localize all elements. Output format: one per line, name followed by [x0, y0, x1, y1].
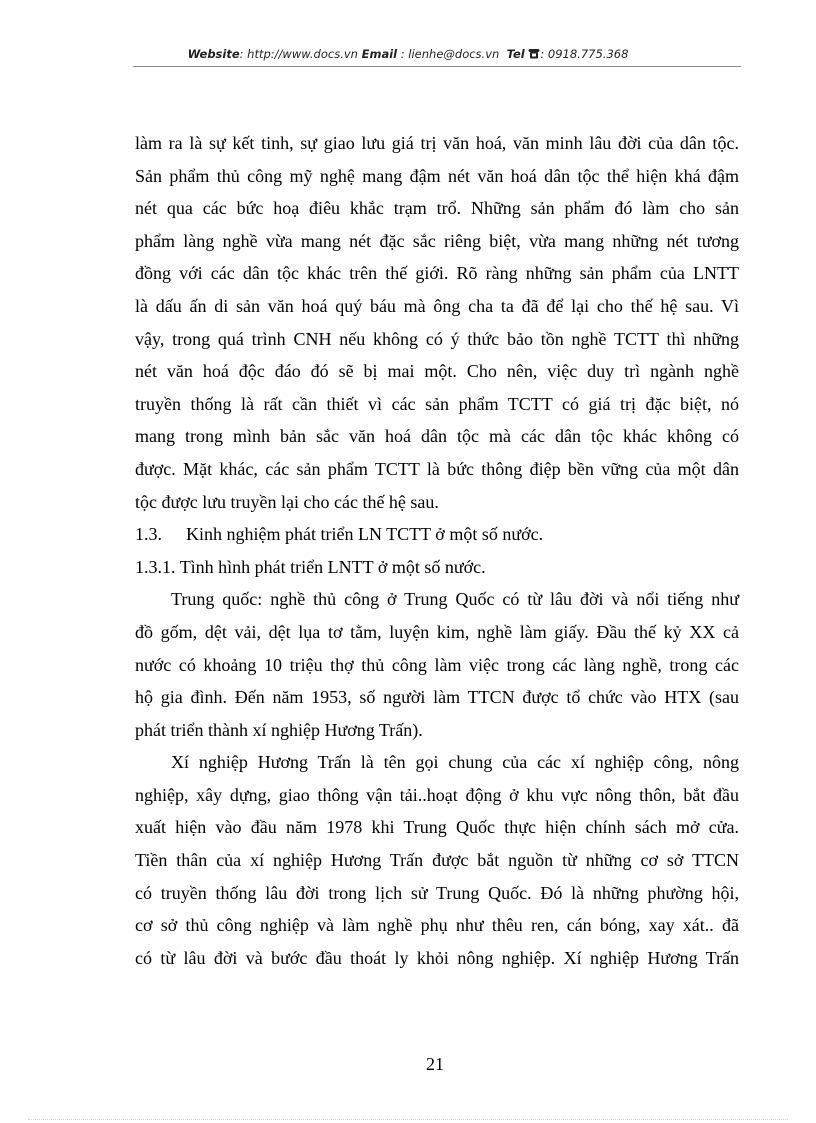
text-line: vậy, trong quá trình CNH nếu không có ý thức bảo tồn nghề TCTT thì những: [135, 328, 739, 349]
heading-title: Tình hình phát triển LNTT ở một số nước.: [179, 556, 486, 577]
heading-title: Kinh nghiệm phát triển LN TCTT ở một số nước.: [186, 524, 544, 545]
text-line: Trung quốc: nghề thủ công ở Trung Quốc có từ lâu đời và nổi tiếng như: [171, 589, 739, 610]
text-line: Sản phẩm thủ công mỹ nghệ mang đậm nét văn hoá dân tộc thể hiện khá đậm: [135, 165, 739, 186]
email-label: Email: [361, 47, 398, 61]
text-line: truyền thống là rất cần thiết vì các sản phẩm TCTT có giá trị đặc biệt, nó: [135, 393, 739, 414]
page-header: [0, 47, 816, 61]
text-line: cơ sở thủ công nghiệp và làm nghề phụ như thêu ren, cán bóng, xay xát.. đã: [135, 915, 739, 936]
text-line: đồ gốm, dệt vải, dệt lụa tơ tằm, luyện kim, nghề làm giấy. Đầu thế kỷ XX cả: [135, 621, 739, 642]
section-heading-1-3: [135, 518, 739, 551]
text-line: nghiệp, xây dựng, giao thông vận tải..hoạt động ở khu vực nông thôn, bắt đầu: [135, 784, 739, 805]
heading-number: 1.3.: [135, 524, 162, 545]
page-bottom-divider: [28, 1119, 788, 1120]
section-heading-1-3-1: [135, 551, 739, 584]
text-line: có truyền thống lâu đời trong lịch sử Trung Quốc. Đó là những phường hội,: [135, 882, 739, 903]
text-line: nét văn hoá độc đáo đó sẽ bị mai một. Cho nên, việc duy trì ngành nghề: [135, 361, 739, 382]
text-line: Tiền thân của xí nghiệp Hương Trấn được bắt nguồn từ những cơ sở TTCN: [135, 850, 739, 871]
text-line: được. Mặt khác, các sản phẩm TCTT là bức thông điệp bền vững của một dân: [135, 458, 739, 479]
email-value: : lienhe@docs.vn: [400, 47, 500, 61]
text-line: phát triển thành xí nghiệp Hương Trấn).: [135, 719, 423, 740]
text-line: đồng với các dân tộc khác trên thế giới. Rõ ràng những sản phẩm của LNTT: [135, 263, 739, 284]
heading-number: 1.3.1.: [135, 556, 176, 577]
document-body: [135, 127, 739, 974]
website-label: Website: [187, 47, 240, 61]
text-line: làm ra là sự kết tinh, sự giao lưu giá trị văn hoá, văn minh lâu đời của dân tộc.: [135, 133, 739, 153]
text-line: có từ lâu đời và bước đầu thoát ly khỏi nông nghiệp. Xí nghiệp Hương Trấn: [135, 947, 739, 968]
phone-icon: [528, 48, 540, 59]
text-line: nét qua các bức hoạ điêu khắc trạm trổ. Những sản phẩm đó làm cho sản: [135, 198, 739, 219]
website-value: : http://www.docs.vn: [239, 47, 358, 61]
tel-value: : 0918.775.368: [540, 47, 629, 61]
text-line: hộ gia đình. Đến năm 1953, số người làm TTCN được tổ chức vào HTX (sau: [135, 687, 739, 708]
paragraph-1: [135, 127, 739, 518]
paragraph-3: [135, 746, 739, 974]
page-number: 21: [426, 1054, 444, 1074]
text-line: tộc được lưu truyền lại cho các thế hệ sau.: [135, 491, 439, 512]
paragraph-2: [135, 583, 739, 746]
text-line: xuất hiện vào đầu năm 1978 khi Trung Quốc thực hiện chính sách mở cửa.: [135, 817, 739, 838]
text-line: nước có khoảng 10 triệu thợ thủ công làm việc trong các làng nghề, trong các: [135, 654, 739, 675]
text-line: Xí nghiệp Hương Trấn là tên gọi chung của các xí nghiệp công, nông: [171, 752, 739, 773]
text-line: phẩm làng nghề vừa mang nét đặc sắc riêng biệt, vừa mang những nét tương: [135, 230, 739, 251]
text-line: là dấu ấn di sản văn hoá quý báu mà ông cha ta đã để lại cho thế hệ sau. Vì: [135, 295, 739, 316]
tel-label: Tel: [506, 47, 525, 61]
header-divider: [133, 66, 741, 67]
text-line: mang trong mình bản sắc văn hoá dân tộc mà các dân tộc khác không có: [135, 426, 739, 447]
